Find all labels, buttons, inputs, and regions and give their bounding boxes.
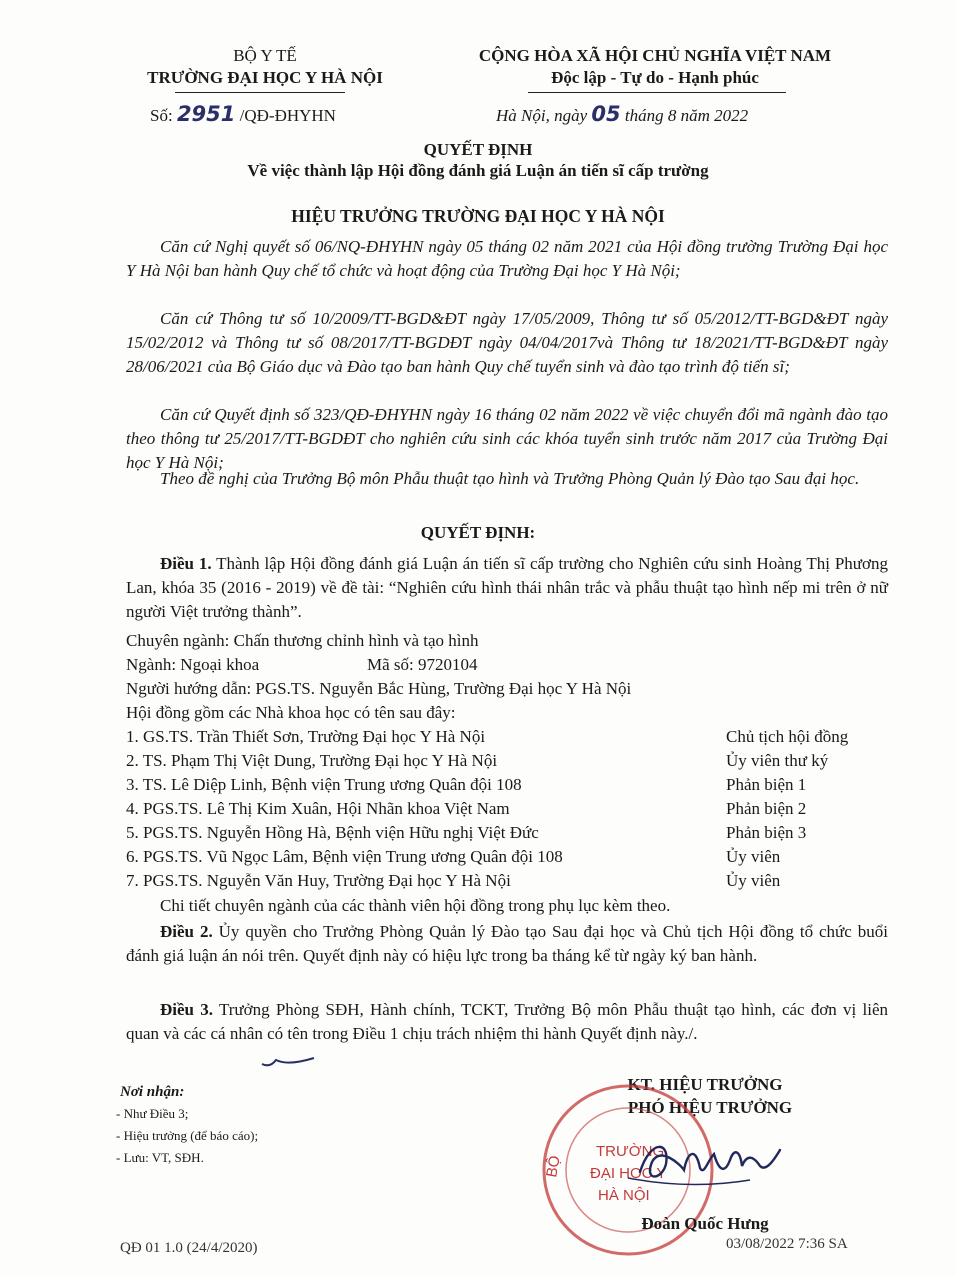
member-role-6: Ủy viên [726, 847, 781, 866]
member-role-3: Phản biện 1 [726, 775, 807, 794]
school-name: TRƯỜNG ĐẠI HỌC Y HÀ NỘI [147, 68, 383, 87]
document-title: QUYẾT ĐỊNH [423, 140, 533, 159]
national-motto: Độc lập - Tự do - Hạnh phúc [551, 68, 759, 87]
handwritten-signature [600, 1120, 800, 1200]
article-2-label: Điều 2. [160, 922, 213, 941]
preamble-clause-4: Theo đề nghị của Trưởng Bộ môn Phẫu thuật tạo hình và Trưởng Phòng Quản lý Đào tạo Sau đại học. [160, 469, 860, 488]
seal-text-1: TRƯỜNG [596, 1143, 665, 1160]
member-name-5: 5. PGS.TS. Nguyễn Hồng Hà, Bệnh viện Hữu nghị Việt Đức [126, 823, 539, 842]
member-name-3: 3. TS. Lê Diệp Linh, Bệnh viện Trung ương Quân đội 108 [126, 775, 522, 794]
handwritten-day: 05 [591, 102, 621, 126]
decision-heading: QUYẾT ĐỊNH: [420, 523, 536, 542]
appendix-note: Chi tiết chuyên ngành của các thành viên hội đồng trong phụ lục kèm theo. [160, 896, 671, 915]
signature-on-behalf: KT. HIỆU TRƯỞNG [627, 1075, 783, 1094]
member-name-6: 6. PGS.TS. Vũ Ngọc Lâm, Bệnh viện Trung ương Quân đội 108 [126, 847, 563, 866]
form-code: QĐ 01 1.0 (24/4/2020) [120, 1240, 258, 1256]
article-2 [126, 920, 888, 968]
seal-text-3: HÀ NỘI [598, 1187, 650, 1204]
issue-date [496, 102, 748, 126]
recipient-1: - Như Điều 3; [116, 1106, 189, 1121]
seal-text-2: ĐẠI HỌC Y [590, 1165, 667, 1182]
recipient-2: - Hiệu trưởng (để báo cáo); [116, 1128, 259, 1143]
specialty: Chuyên ngành: Chấn thương chỉnh hình và tạo hình [126, 631, 479, 650]
issuing-authority: HIỆU TRƯỞNG TRƯỜNG ĐẠI HỌC Y HÀ NỘI [291, 206, 665, 226]
header-left-rule [175, 92, 345, 93]
signatory-name: Đoàn Quốc Hưng [641, 1214, 769, 1233]
handwritten-number: 2951 [176, 102, 236, 126]
member-role-1: Chủ tịch hội đồng [726, 727, 849, 746]
print-timestamp: 03/08/2022 7:36 SA [726, 1236, 848, 1252]
member-name-1: 1. GS.TS. Trần Thiết Sơn, Trường Đại học Y Hà Nội [126, 727, 486, 746]
recipients-heading: Nơi nhận: [120, 1084, 185, 1100]
member-role-2: Ủy viên thư ký [726, 751, 829, 770]
article-1-label: Điều 1. [160, 554, 212, 573]
date-suffix: tháng 8 năm 2022 [624, 106, 749, 125]
field-code: Mã số: 9720104 [367, 655, 478, 674]
nation-title: CỘNG HÒA XÃ HỘI CHỦ NGHĨA VIỆT NAM [478, 46, 832, 65]
council-intro: Hội đồng gồm các Nhà khoa học có tên sau đây: [126, 703, 456, 722]
date-prefix: Hà Nội, ngày [496, 106, 588, 125]
recipient-3: - Lưu: VT, SĐH. [116, 1150, 204, 1165]
article-2-text: Ủy quyền cho Trưởng Phòng Quản lý Đào tạo Sau đại học và Chủ tịch Hội đồng tổ chức buổi đánh giá luận án nói trên. Quyết định này có hiệu lực trong ba tháng kể từ ngày ký ban hành. [126, 922, 888, 965]
seal-text-side: BỘ [543, 1154, 564, 1179]
article-3 [126, 998, 888, 1046]
field: Ngành: Ngoại khoa [126, 655, 260, 674]
document-number [150, 102, 336, 126]
article-1-text: Thành lập Hội đồng đánh giá Luận án tiến sĩ cấp trường cho Nghiên cứu sinh Hoàng Thị Phương Lan, khóa 35 (2016 - 2019) về đề tài: “Nghiên cứu hình thái nhân trắc và phẫu thuật tạo hình nếp mi trên ở nữ người Việt trưởng thành”. [126, 554, 888, 621]
article-3-label: Điều 3. [160, 1000, 213, 1019]
number-label: Số: [150, 106, 173, 125]
member-name-4: 4. PGS.TS. Lê Thị Kim Xuân, Hội Nhãn khoa Việt Nam [126, 799, 510, 818]
preamble-clause-2: Căn cứ Thông tư số 10/2009/TT-BGD&ĐT ngày 17/05/2009, Thông tư số 05/2012/TT-BGD&ĐT ngày 15/02/2012 và Thông tư số 08/2017/TT-BGDĐT ngày 04/04/2017và Thông tư 18/2021/TT-BGD&ĐT ngày 28/06/2021 của Bộ Giáo dục và Đào tạo ban hành Quy chế tuyển sinh và đào tạo trình độ tiến sĩ; [126, 309, 888, 376]
member-name-2: 2. TS. Phạm Thị Việt Dung, Trường Đại học Y Hà Nội [126, 751, 498, 770]
article-1 [126, 552, 888, 624]
signature-position: PHÓ HIỆU TRƯỞNG [627, 1098, 793, 1117]
document-subject: Về việc thành lập Hội đồng đánh giá Luận án tiến sĩ cấp trường [247, 161, 709, 180]
preamble-clause-1: Căn cứ Nghị quyết số 06/NQ-ĐHYHN ngày 05 tháng 02 năm 2021 của Hội đồng trường Trường Đại học Y Hà Nội ban hành Quy chế tổ chức và hoạt động của Trường Đại học Y Hà Nội; [126, 237, 888, 280]
advisor: Người hướng dẫn: PGS.TS. Nguyễn Bắc Hùng, Trường Đại học Y Hà Nội [126, 679, 632, 698]
member-role-4: Phản biện 2 [726, 799, 807, 818]
header-right-rule [528, 92, 786, 93]
ministry-name: BỘ Y TẾ [233, 46, 297, 65]
member-name-7: 7. PGS.TS. Nguyễn Văn Huy, Trường Đại học Y Hà Nội [126, 871, 511, 890]
number-suffix: /QĐ-ĐHYHN [239, 106, 336, 125]
member-role-7: Ủy viên [726, 871, 781, 890]
handwritten-tick-mark [258, 1050, 318, 1072]
preamble-clause-3: Căn cứ Quyết định số 323/QĐ-ĐHYHN ngày 16 tháng 02 năm 2022 về việc chuyển đổi mã ngành đào tạo theo thông tư 25/2017/TT-BGDĐT cho nghiên cứu sinh các khóa tuyển sinh trước năm 2017 của Trường Đại học Y Hà Nội; [126, 405, 888, 472]
member-role-5: Phản biện 3 [726, 823, 807, 842]
article-3-text: Trưởng Phòng SĐH, Hành chính, TCKT, Trưởng Bộ môn Phẫu thuật tạo hình, các đơn vị liên quan và các cá nhân có tên trong Điều 1 chịu trách nhiệm thi hành Quyết định này./. [126, 1000, 888, 1043]
